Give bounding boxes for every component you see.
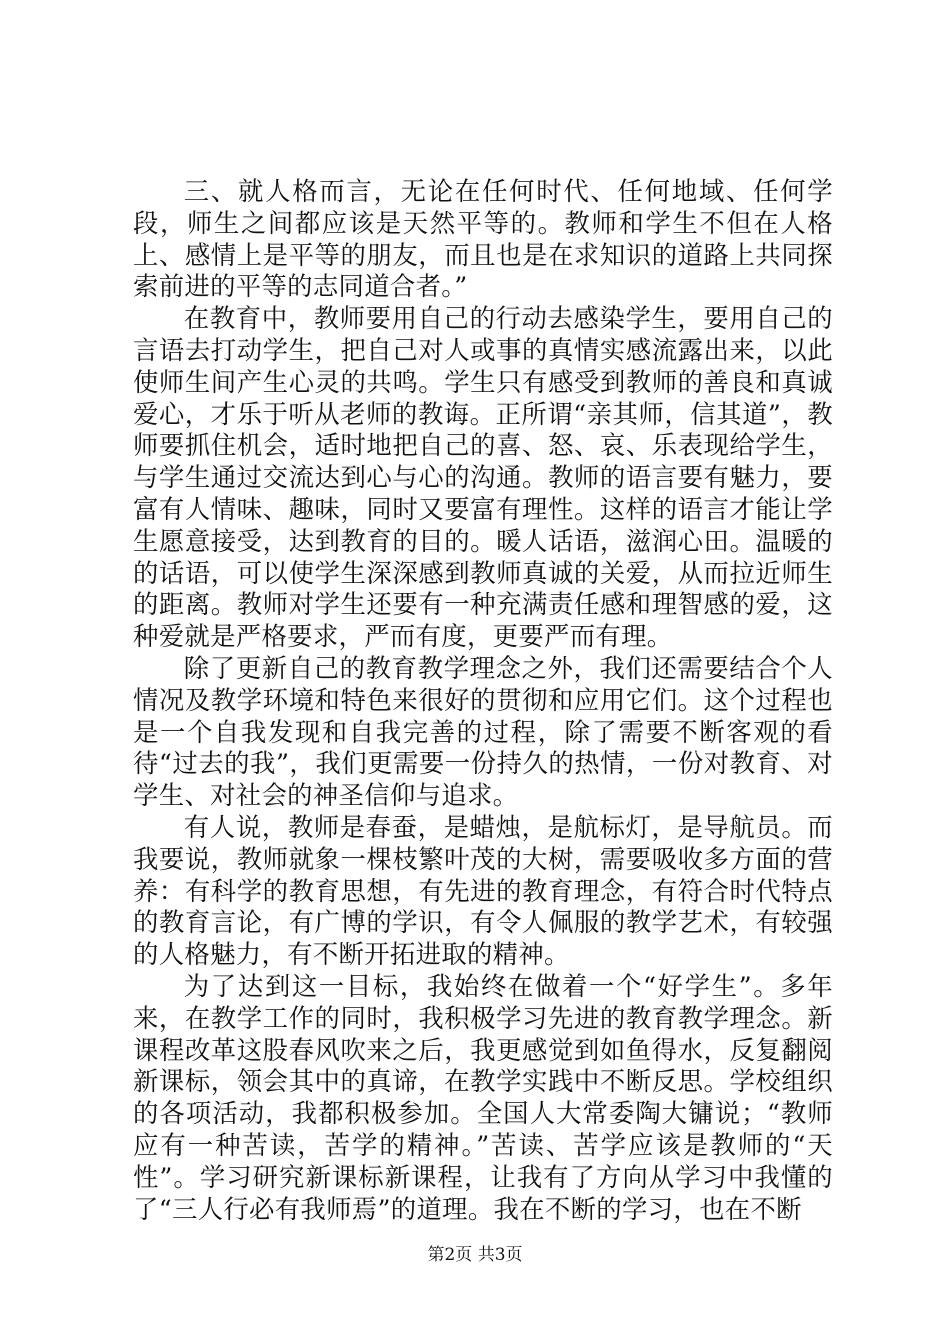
page-number-footer: 第2页 共3页 [427,1245,523,1265]
paragraph: 三、就人格而言，无论在任何时代、任何地域、任何学段，师生之间都应该是天然平等的。教师和学生不但在人格上、感情上是平等的朋友，而且也是在求知识的道路上共同探索前进的平等的志同道合者。” [133,176,833,302]
paragraph: 为了达到这一目标，我始终在做着一个“好学生”。多年来，在教学工作的同时，我积极学习先进的教育教学理念。新课程改革这股春风吹来之后，我更感觉到如鱼得水，反复翻阅新课标，领会其中的真谛，在教学实践中不断反思。学校组织的各项活动，我都积极参加。全国人大常委陶大镛说；“教师应有一种苦读，苦学的精神。”苦读、苦学应该是教师的“天性”。学习研究新课标新课程，让我有了方向从学习中我懂的了“三人行必有我师焉”的道理。我在不断的学习，也在不断 [133,970,833,1224]
paragraph: 有人说，教师是春蚕，是蜡烛，是航标灯，是导航员。而我要说，教师就象一棵枝繁叶茂的大树，需要吸收多方面的营养：有科学的教育思想，有先进的教育理念，有符合时代特点的教育言论，有广博的学识，有令人佩服的教学艺术，有较强的人格魅力，有不断开拓进取的精神。 [133,811,833,970]
paragraph: 在教育中，教师要用自己的行动去感染学生，要用自己的言语去打动学生，把自己对人或事的真情实感流露出来，以此使师生间产生心灵的共鸣。学生只有感受到教师的善良和真诚爱心，才乐于听从老师的教诲。正所谓“亲其师，信其道”，教师要抓住机会，适时地把自己的喜、怒、哀、乐表现给学生，与学生通过交流达到心与心的沟通。教师的语言要有魅力，要富有人情味、趣味，同时又要富有理性。这样的语言才能让学生愿意接受，达到教育的目的。暖人话语，滋润心田。温暖的的话语，可以使学生深深感到教师真诚的关爱，从而拉近师生的距离。教师对学生还要有一种充满责任感和理智感的爱，这种爱就是严格要求，严而有度，更要严而有理。 [133,303,833,652]
document-body [133,176,833,1225]
paragraph: 除了更新自己的教育教学理念之外，我们还需要结合个人情况及教学环境和特色来很好的贯彻和应用它们。这个过程也是一个自我发现和自我完善的过程，除了需要不断客观的看待“过去的我”，我们更需要一份持久的热情，一份对教育、对学生、对社会的神圣信仰与追求。 [133,652,833,811]
